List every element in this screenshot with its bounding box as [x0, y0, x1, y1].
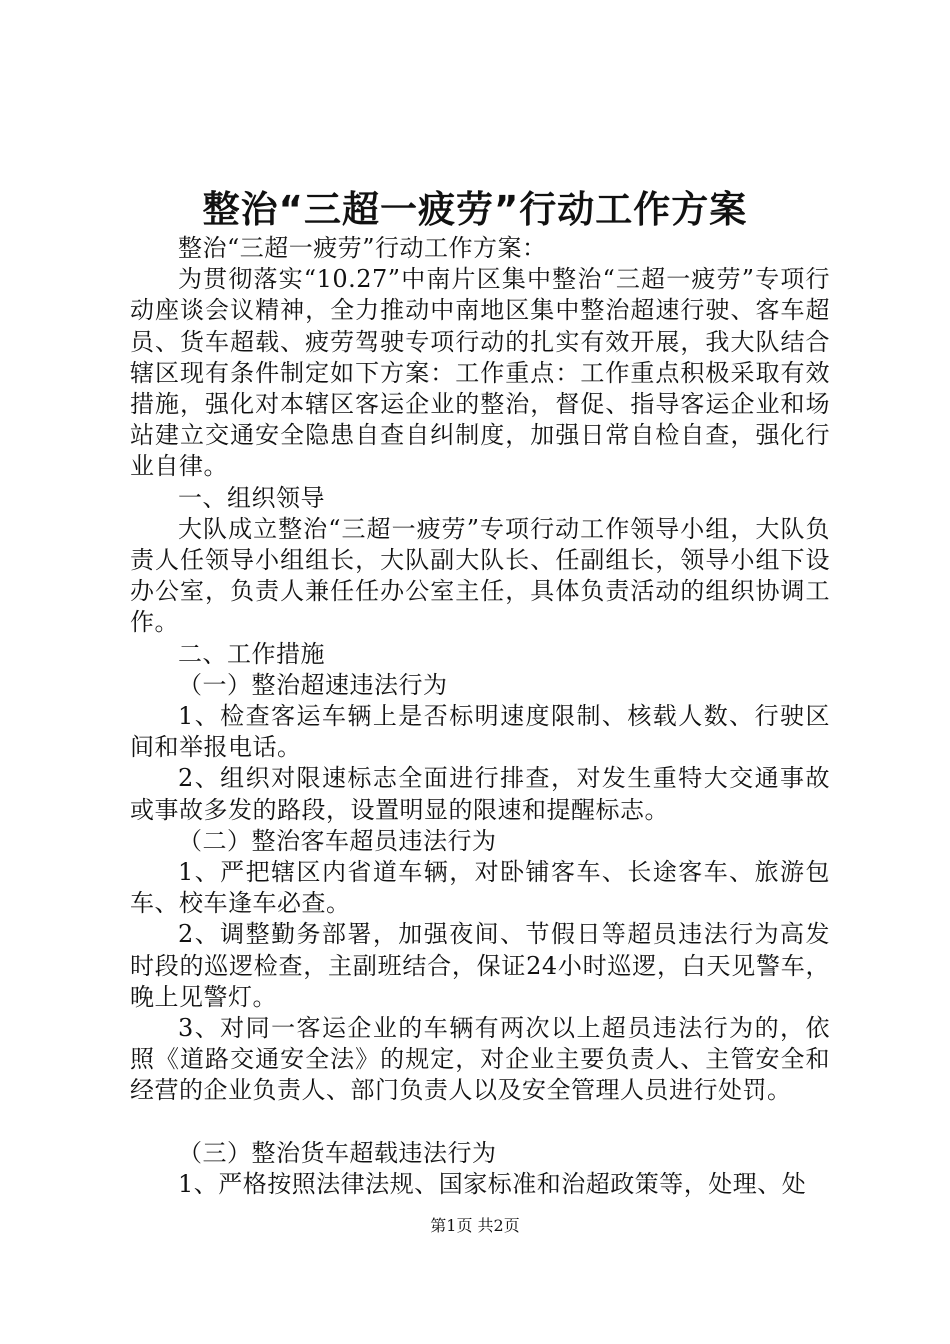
overcrowding-item-3: 3、对同一客运企业的车辆有两次以上超员违法行为的，依照《道路交通安全法》的规定，对企业主要负责人、主管安全和经营的企业负责人、部门负责人以及安全管理人员进行处罚。 — [130, 1014, 830, 1105]
intro-paragraph: 为贯彻落实“10.27”中南片区集中整治“三超一疲劳”专项行动座谈会议精神，全力推动中南地区集中整治超速行驶、客车超员、货车超载、疲劳驾驶专项行动的扎实有效开展，我大队结合辖区现有条件制定如下方案：工作重点：工作重点积极采取有效措施，强化对本辖区客运企业的整治，督促、指导客运企业和场站建立交通安全隐患自查自纠制度，加强日常自检自查，强化行业自律。 — [130, 265, 830, 481]
document-title: 整治“三超一疲劳”行动工作方案 — [202, 188, 748, 231]
intro-line: 整治“三超一疲劳”行动工作方案： — [178, 234, 547, 262]
overcrowding-item-2: 2、调整勤务部署，加强夜间、节假日等超员违法行为高发时段的巡逻检查，主副班结合，保证24小时巡逻，白天见警车，晚上见警灯。 — [130, 920, 830, 1011]
subheading-speeding: （一）整治超速违法行为 — [178, 670, 448, 699]
speeding-item-1: 1、检查客运车辆上是否标明速度限制、核载人数、行驶区间和举报电话。 — [130, 702, 830, 762]
overcrowding-item-1: 1、严把辖区内省道车辆，对卧铺客车、长途客车、旅游包车、校车逢车必查。 — [130, 858, 830, 918]
section-heading-measures: 二、工作措施 — [178, 639, 325, 668]
section-heading-organization: 一、组织领导 — [178, 483, 325, 512]
overloading-item-1: 1、严格按照法律法规、国家标准和治超政策等，处理、处 — [178, 1169, 807, 1198]
organization-paragraph: 大队成立整治“三超一疲劳”专项行动工作领导小组，大队负责人任领导小组组长，大队副大队长、任副组长，领导小组下设办公室，负责人兼任任办公室主任，具体负责活动的组织协调工作。 — [130, 514, 830, 637]
subheading-overloading: （三）整治货车超载违法行为 — [178, 1138, 497, 1167]
page-number: 第1页 共2页 — [430, 1216, 520, 1235]
paragraph-spacer — [130, 1107, 830, 1138]
speeding-item-2: 2、组织对限速标志全面进行排查，对发生重特大交通事故或事故多发的路段，设置明显的限速和提醒标志。 — [130, 764, 830, 824]
subheading-overcrowding: （二）整治客车超员违法行为 — [178, 826, 497, 855]
document-body — [130, 233, 830, 1200]
